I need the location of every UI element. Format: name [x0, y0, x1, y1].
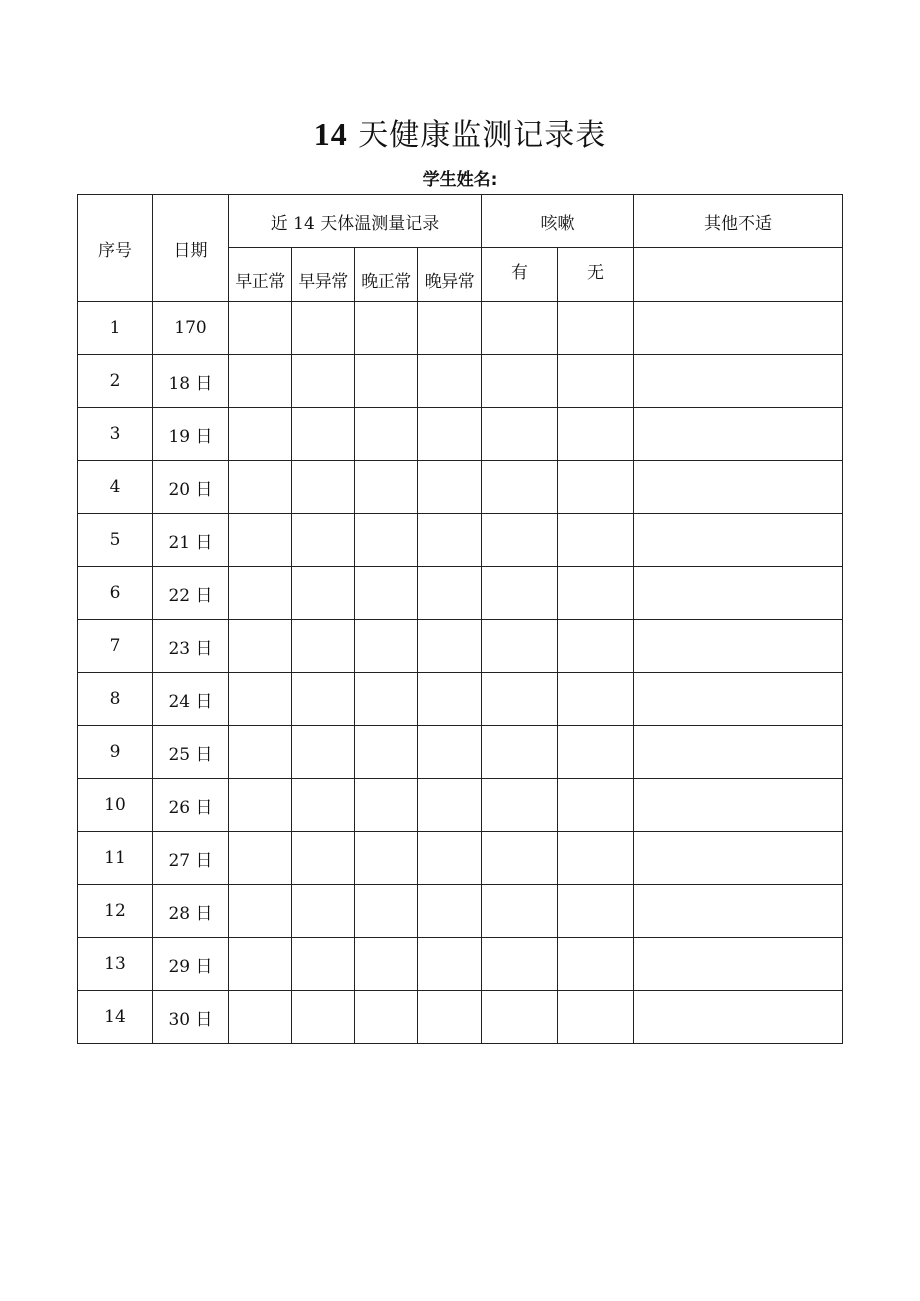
- evening-normal-cell[interactable]: [355, 938, 418, 991]
- other-discomfort-cell[interactable]: [634, 832, 843, 885]
- cough-yes-cell[interactable]: [482, 408, 558, 461]
- evening-abnormal-cell[interactable]: [418, 832, 482, 885]
- table-row: [78, 514, 843, 567]
- header-evening-normal: 晚正常: [355, 248, 418, 302]
- header-morning-normal: 早正常: [229, 248, 292, 302]
- row-seq: 4: [78, 461, 153, 514]
- table-row: [78, 620, 843, 673]
- cough-yes-cell[interactable]: [482, 991, 558, 1044]
- cough-no-cell[interactable]: [558, 355, 634, 408]
- morning-abnormal-cell[interactable]: [292, 991, 355, 1044]
- evening-normal-cell[interactable]: [355, 779, 418, 832]
- evening-normal-cell[interactable]: [355, 673, 418, 726]
- morning-abnormal-cell[interactable]: [292, 779, 355, 832]
- other-discomfort-cell[interactable]: [634, 461, 843, 514]
- cough-no-cell[interactable]: [558, 726, 634, 779]
- row-seq: 10: [78, 779, 153, 832]
- cough-no-cell[interactable]: [558, 620, 634, 673]
- evening-normal-cell[interactable]: [355, 885, 418, 938]
- evening-normal-cell[interactable]: [355, 355, 418, 408]
- header-seq: 序号: [78, 195, 153, 302]
- morning-normal-cell[interactable]: [229, 991, 292, 1044]
- row-date: 19 日: [153, 408, 229, 461]
- table-row: [78, 779, 843, 832]
- cough-yes-cell[interactable]: [482, 832, 558, 885]
- evening-abnormal-cell[interactable]: [418, 726, 482, 779]
- evening-normal-cell[interactable]: [355, 726, 418, 779]
- cough-no-cell[interactable]: [558, 832, 634, 885]
- cough-no-cell[interactable]: [558, 779, 634, 832]
- morning-normal-cell[interactable]: [229, 885, 292, 938]
- cough-no-cell[interactable]: [558, 461, 634, 514]
- header-cough-yes: 有: [482, 248, 558, 302]
- row-seq: 11: [78, 832, 153, 885]
- cough-yes-cell[interactable]: [482, 302, 558, 355]
- row-seq: 8: [78, 673, 153, 726]
- row-date: 25 日: [153, 726, 229, 779]
- row-date: 29 日: [153, 938, 229, 991]
- header-other-blank: [634, 248, 843, 302]
- cough-no-cell[interactable]: [558, 408, 634, 461]
- cough-yes-cell[interactable]: [482, 885, 558, 938]
- row-seq: 5: [78, 514, 153, 567]
- table-row: [78, 673, 843, 726]
- header-temperature-group: 近 14 天体温测量记录: [229, 195, 482, 248]
- morning-normal-cell[interactable]: [229, 514, 292, 567]
- evening-abnormal-cell[interactable]: [418, 673, 482, 726]
- health-record-table: [77, 194, 843, 1044]
- cough-yes-cell[interactable]: [482, 779, 558, 832]
- cough-yes-cell[interactable]: [482, 726, 558, 779]
- other-discomfort-cell[interactable]: [634, 620, 843, 673]
- cough-yes-cell[interactable]: [482, 355, 558, 408]
- row-date: 22 日: [153, 567, 229, 620]
- row-date: 20 日: [153, 461, 229, 514]
- morning-normal-cell[interactable]: [229, 673, 292, 726]
- other-discomfort-cell[interactable]: [634, 779, 843, 832]
- other-discomfort-cell[interactable]: [634, 567, 843, 620]
- row-seq: 6: [78, 567, 153, 620]
- other-discomfort-cell[interactable]: [634, 885, 843, 938]
- table-row: [78, 991, 843, 1044]
- row-date: 24 日: [153, 673, 229, 726]
- morning-normal-cell[interactable]: [229, 567, 292, 620]
- title-text: 天健康监测记录表: [358, 118, 607, 153]
- cough-no-cell[interactable]: [558, 938, 634, 991]
- evening-abnormal-cell[interactable]: [418, 302, 482, 355]
- morning-normal-cell[interactable]: [229, 726, 292, 779]
- morning-abnormal-cell[interactable]: [292, 355, 355, 408]
- evening-normal-cell[interactable]: [355, 514, 418, 567]
- table-row: [78, 461, 843, 514]
- row-date: 28 日: [153, 885, 229, 938]
- row-date: 23 日: [153, 620, 229, 673]
- evening-abnormal-cell[interactable]: [418, 514, 482, 567]
- table-row: [78, 726, 843, 779]
- morning-abnormal-cell[interactable]: [292, 620, 355, 673]
- evening-abnormal-cell[interactable]: [418, 408, 482, 461]
- other-discomfort-cell[interactable]: [634, 726, 843, 779]
- other-discomfort-cell[interactable]: [634, 673, 843, 726]
- table-row: [78, 885, 843, 938]
- row-seq: 9: [78, 726, 153, 779]
- table-row: [78, 832, 843, 885]
- evening-abnormal-cell[interactable]: [418, 355, 482, 408]
- morning-normal-cell[interactable]: [229, 938, 292, 991]
- other-discomfort-cell[interactable]: [634, 355, 843, 408]
- cough-yes-cell[interactable]: [482, 461, 558, 514]
- cough-yes-cell[interactable]: [482, 567, 558, 620]
- row-date: 18 日: [153, 355, 229, 408]
- table-row: [78, 938, 843, 991]
- row-seq: 7: [78, 620, 153, 673]
- row-date: 30 日: [153, 991, 229, 1044]
- morning-abnormal-cell[interactable]: [292, 726, 355, 779]
- row-seq: 12: [78, 885, 153, 938]
- morning-abnormal-cell[interactable]: [292, 302, 355, 355]
- evening-abnormal-cell[interactable]: [418, 461, 482, 514]
- header-morning-abnormal: 早异常: [292, 248, 355, 302]
- table-row: [78, 408, 843, 461]
- table-row: [78, 355, 843, 408]
- table-row: [78, 302, 843, 355]
- title-number: 14: [313, 116, 348, 152]
- evening-abnormal-cell[interactable]: [418, 779, 482, 832]
- morning-abnormal-cell[interactable]: [292, 408, 355, 461]
- evening-normal-cell[interactable]: [355, 567, 418, 620]
- evening-normal-cell[interactable]: [355, 408, 418, 461]
- evening-abnormal-cell[interactable]: [418, 567, 482, 620]
- row-seq: 1: [78, 302, 153, 355]
- header-other-discomfort: 其他不适: [634, 195, 843, 248]
- row-date: 170: [153, 302, 229, 355]
- header-date: 日期: [153, 195, 229, 302]
- morning-normal-cell[interactable]: [229, 302, 292, 355]
- evening-normal-cell[interactable]: [355, 620, 418, 673]
- cough-no-cell[interactable]: [558, 567, 634, 620]
- header-cough-group: 咳嗽: [482, 195, 634, 248]
- row-seq: 14: [78, 991, 153, 1044]
- morning-normal-cell[interactable]: [229, 832, 292, 885]
- cough-yes-cell[interactable]: [482, 938, 558, 991]
- cough-no-cell[interactable]: [558, 302, 634, 355]
- evening-abnormal-cell[interactable]: [418, 991, 482, 1044]
- header-row-top: [78, 195, 843, 248]
- evening-normal-cell[interactable]: [355, 302, 418, 355]
- morning-abnormal-cell[interactable]: [292, 938, 355, 991]
- morning-normal-cell[interactable]: [229, 408, 292, 461]
- cough-no-cell[interactable]: [558, 514, 634, 567]
- other-discomfort-cell[interactable]: [634, 408, 843, 461]
- morning-normal-cell[interactable]: [229, 461, 292, 514]
- row-date: 27 日: [153, 832, 229, 885]
- morning-normal-cell[interactable]: [229, 620, 292, 673]
- other-discomfort-cell[interactable]: [634, 991, 843, 1044]
- row-date: 26 日: [153, 779, 229, 832]
- cough-yes-cell[interactable]: [482, 673, 558, 726]
- cough-yes-cell[interactable]: [482, 514, 558, 567]
- cough-no-cell[interactable]: [558, 991, 634, 1044]
- header-evening-abnormal: 晚异常: [418, 248, 482, 302]
- cough-no-cell[interactable]: [558, 673, 634, 726]
- cough-yes-cell[interactable]: [482, 620, 558, 673]
- row-seq: 3: [78, 408, 153, 461]
- header-cough-no: 无: [558, 248, 634, 302]
- row-seq: 13: [78, 938, 153, 991]
- morning-abnormal-cell[interactable]: [292, 514, 355, 567]
- other-discomfort-cell[interactable]: [634, 938, 843, 991]
- evening-abnormal-cell[interactable]: [418, 938, 482, 991]
- morning-normal-cell[interactable]: [229, 779, 292, 832]
- morning-abnormal-cell[interactable]: [292, 567, 355, 620]
- row-date: 21 日: [153, 514, 229, 567]
- row-seq: 2: [78, 355, 153, 408]
- other-discomfort-cell[interactable]: [634, 514, 843, 567]
- morning-abnormal-cell[interactable]: [292, 885, 355, 938]
- cough-no-cell[interactable]: [558, 885, 634, 938]
- other-discomfort-cell[interactable]: [634, 302, 843, 355]
- morning-normal-cell[interactable]: [229, 355, 292, 408]
- page-title: [0, 112, 920, 158]
- morning-abnormal-cell[interactable]: [292, 673, 355, 726]
- student-name-label: 学生姓名:: [422, 170, 498, 190]
- table-body: [78, 195, 843, 1044]
- table-row: [78, 567, 843, 620]
- evening-abnormal-cell[interactable]: [418, 885, 482, 938]
- morning-abnormal-cell[interactable]: [292, 461, 355, 514]
- evening-normal-cell[interactable]: [355, 832, 418, 885]
- evening-abnormal-cell[interactable]: [418, 620, 482, 673]
- evening-normal-cell[interactable]: [355, 991, 418, 1044]
- morning-abnormal-cell[interactable]: [292, 832, 355, 885]
- evening-normal-cell[interactable]: [355, 461, 418, 514]
